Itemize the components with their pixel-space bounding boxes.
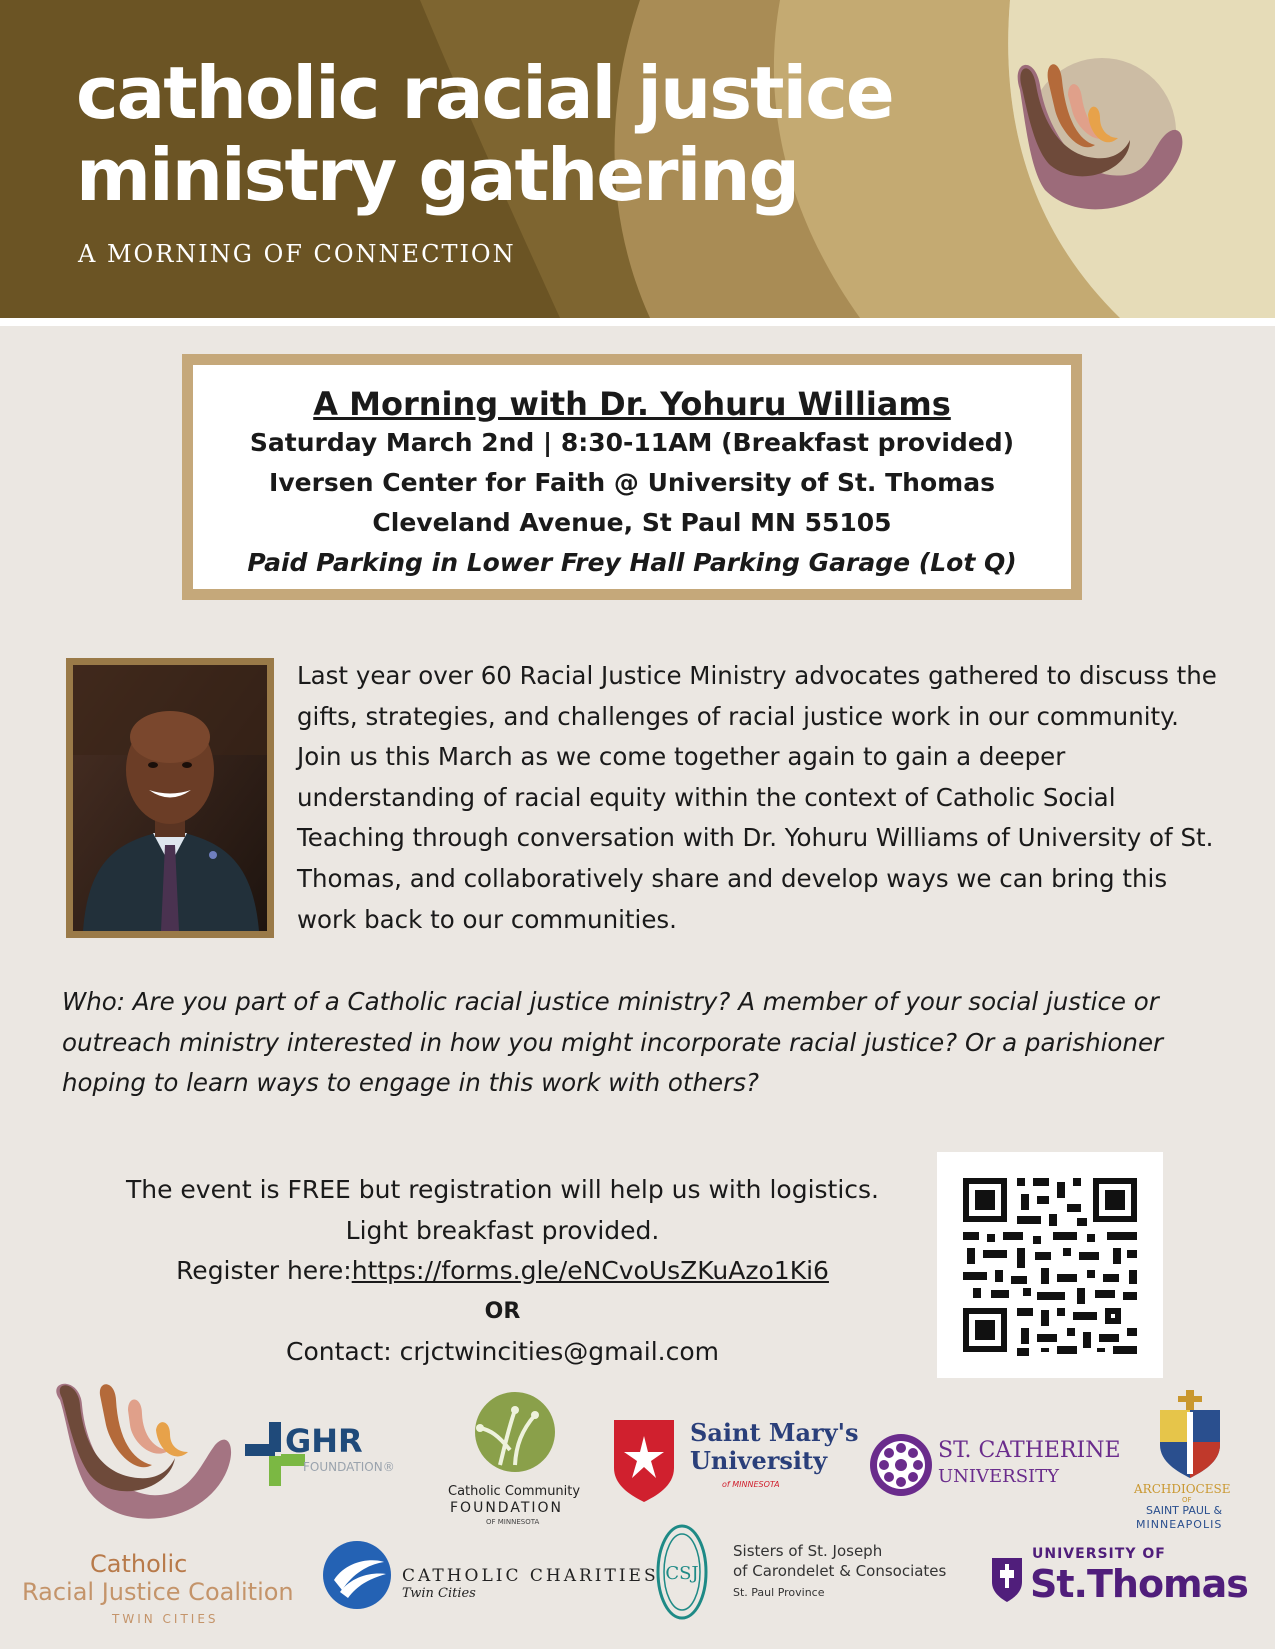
crjc-name-line2: Racial Justice Coalition — [22, 1578, 294, 1606]
event-address: Cleveland Avenue, St Paul MN 55105 — [372, 508, 892, 537]
event-description: Last year over 60 Racial Justice Ministry advocates gathered to discuss the gifts, strategies, and challenges of racial justice work in our community. Join us this March as we come together again to gain a deeper understanding of racial equity within the context of Catholic Social Teaching through conversation with Dr. Yohuru Williams of University of St. Thomas, and collaboratively share and develop ways we can bring this work back to our communities. — [297, 661, 1217, 934]
cc-line1: CATHOLIC CHARITIES — [402, 1566, 659, 1586]
ust-line2: St.Thomas — [1030, 1562, 1248, 1606]
cc-line2: Twin Cities — [402, 1586, 476, 1601]
stc-line1: ST. CATHERINE — [938, 1438, 1121, 1463]
csj-line1: Sisters of St. Joseph — [733, 1542, 883, 1560]
ghr-name: GHR — [285, 1422, 363, 1460]
catholic-charities-icon — [322, 1540, 392, 1610]
university-of-st-thomas-logo — [990, 1544, 1260, 1614]
archdiocese-logo — [1130, 1390, 1250, 1540]
ust-line1: UNIVERSITY OF — [1032, 1546, 1166, 1562]
audience-question: Who: Are you part of a Catholic racial justice ministry? A member of your social justice or outreach ministry interested in how you might incorporate racial justice? Or a parishioner hoping to learn ways to engage in this work with others? — [62, 987, 1164, 1097]
csj-oval-icon — [655, 1522, 709, 1622]
smu-line1: Saint Mary's — [690, 1418, 859, 1447]
coat-of-arms-icon — [1130, 1390, 1250, 1480]
registration-link[interactable]: https://forms.gle/eNCvoUsZKuAzo1Ki6 — [351, 1256, 829, 1285]
st-catherine-university-logo — [868, 1432, 1121, 1502]
ghr-subtitle: FOUNDATION® — [303, 1460, 395, 1474]
event-parking: Paid Parking in Lower Frey Hall Parking Garage (Lot Q) — [247, 548, 1017, 577]
event-date-time: Saturday March 2nd | 8:30-11AM (Breakfast provided) — [249, 428, 1015, 457]
sisters-of-st-joseph-logo — [655, 1522, 975, 1622]
saint-marys-university-logo — [612, 1418, 859, 1518]
qr-code-icon — [937, 1152, 1163, 1378]
speaker-portrait — [73, 665, 267, 931]
event-title-banner — [76, 52, 893, 216]
breakfast-note: Light breakfast provided. — [345, 1215, 660, 1245]
event-details-box — [182, 354, 1082, 600]
or-separator: OR — [484, 1298, 521, 1324]
contact-email: Contact: crjctwincities@gmail.com — [285, 1337, 719, 1366]
speaker-photo — [66, 658, 274, 938]
smu-line3: of MINNESOTA — [722, 1480, 780, 1489]
free-event-note: The event is FREE but registration will help us with logistics. — [125, 1175, 879, 1204]
banner-title-line-2: ministry gathering — [76, 133, 799, 217]
event-title: A Morning with Dr. Yohuru Williams — [313, 385, 951, 423]
arch-line1: ARCHDIOCESE — [1134, 1482, 1231, 1496]
shield-icon — [612, 1418, 676, 1502]
smu-line2: University — [690, 1446, 828, 1475]
arch-line4: MINNEAPOLIS — [1136, 1518, 1223, 1531]
ust-shield-icon — [990, 1556, 1024, 1602]
register-label: Register here: — [176, 1256, 352, 1285]
arch-line3: SAINT PAUL & — [1146, 1504, 1223, 1517]
banner-subtitle: A MORNING OF CONNECTION — [78, 240, 516, 268]
ccf-line2: FOUNDATION — [450, 1500, 563, 1516]
banner-divider — [0, 318, 1275, 326]
rose-window-icon — [868, 1432, 934, 1498]
header-banner — [0, 0, 1275, 318]
csj-line2: of Carondelet & Consociates — [733, 1562, 947, 1580]
banner-title-line-1: catholic racial justice — [76, 51, 893, 135]
registration-info — [80, 1170, 925, 1373]
event-venue: Iversen Center for Faith @ University of St. Thomas — [269, 468, 995, 497]
stc-line2: UNIVERSITY — [938, 1466, 1060, 1487]
crjc-name-line1: Catholic — [90, 1550, 188, 1578]
crjc-logo — [20, 1380, 294, 1640]
csj-line3: St. Paul Province — [733, 1586, 825, 1599]
ccf-line1: Catholic Community — [448, 1484, 581, 1499]
registration-qr-code[interactable] — [937, 1152, 1163, 1378]
catholic-charities-logo — [322, 1540, 659, 1620]
ccf-line3: OF MINNESOTA — [486, 1518, 540, 1526]
register-line — [80, 1251, 925, 1292]
tree-icon — [440, 1390, 590, 1480]
arch-line2: OF — [1182, 1496, 1192, 1504]
catholic-community-foundation-logo — [440, 1390, 590, 1530]
csj-monogram: CSJ — [665, 1563, 699, 1584]
crjc-name-line3: TWIN CITIES — [112, 1612, 219, 1626]
ghr-foundation-logo — [245, 1420, 435, 1500]
